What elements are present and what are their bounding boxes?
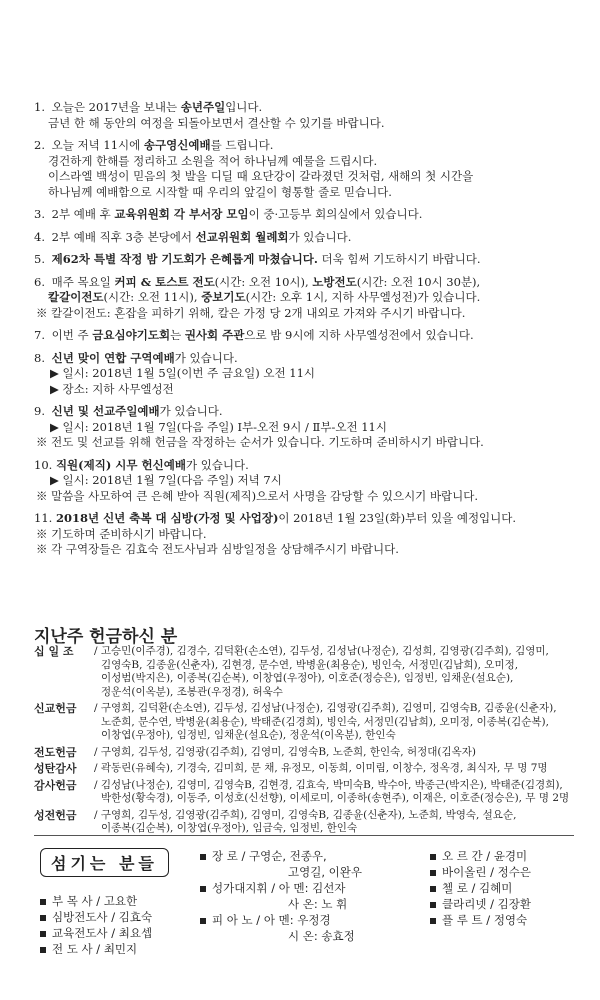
offering-line: 노준희, 문수연, 박병윤(최용순), 박태준(김경희), 빙인숙, 서정민(김남희), 오미정, 이종복(김순복), xyxy=(101,715,549,728)
offering-group xyxy=(34,645,584,699)
offering-group xyxy=(34,746,584,760)
announcement-line-first xyxy=(34,138,574,154)
announcement-line: ▶ 일시: 2018년 1월 5일(이번 주 금요일) 오전 11시 xyxy=(50,366,315,380)
server-row: 교육전도사 / 최요셉 xyxy=(40,925,152,941)
offering-line: / 구영희, 김두성, 김영광(김주희), 김영미, 김영숙B, 김종윤(신춘자), 노준희, 박영숙, 설요순, xyxy=(94,808,517,821)
announcement-line-first xyxy=(34,458,574,474)
server-row: 바이올린 / 정수은 xyxy=(430,864,531,880)
offering-names xyxy=(94,746,584,760)
square-bullet-icon xyxy=(40,915,46,921)
offering-line: / 구영희, 김두성, 김영광(김주희), 김영미, 김영숙B, 노준희, 한인숙, 허정대(김옥자) xyxy=(94,745,476,758)
square-bullet-icon xyxy=(40,947,46,953)
square-bullet-icon xyxy=(430,854,436,860)
offering-line: / 구영희, 김덕환(손소연), 김두성, 김성남(나정순), 김영광(김주희), 김영미, 김영숙B, 김종윤(신춘자), xyxy=(94,702,557,714)
announcement-text: 오늘 저녁 11시에 송구영신예배를 드립니다. xyxy=(48,138,274,152)
announcement-number: 5. xyxy=(34,252,45,266)
announcement-line: 금년 한 해 동안의 여정을 되돌아보면서 결산할 수 있기를 바랍니다. xyxy=(48,115,385,130)
servers-title: 섬기는 분들 xyxy=(40,848,169,877)
announcement-line: 칼갈이전도(시간: 오전 11시), 중보기도(시간: 오후 1시, 지하 사무엘성전)가 있습니다. xyxy=(48,290,481,304)
server-row: 클라리넷 / 김장환 xyxy=(430,896,531,912)
offering-label: 전도헌금 xyxy=(34,745,77,759)
announcement-text: 이번 주 금요심야기도회는 권사회 주관으로 밤 9시에 지하 사무엘성전에서 있습니다. xyxy=(48,328,474,342)
offering-label: 성탄감사 xyxy=(34,762,77,775)
announcement-number: 10. xyxy=(34,457,53,472)
announcement-number: 3. xyxy=(34,207,45,221)
offering-line: 정운석(이옥분), 조봉관(우정경), 허욱수 xyxy=(101,685,283,698)
announcement-text: 2018년 신년 축복 대 심방(가정 및 사업장)이 2018년 1월 23일(화)부터 있을 예정입니다. xyxy=(55,511,517,525)
server-row: 전 도 사 / 최민지 xyxy=(40,941,152,957)
announcement-item xyxy=(34,207,574,223)
offering-list xyxy=(34,645,584,839)
square-bullet-icon xyxy=(430,918,436,924)
divider xyxy=(34,835,574,836)
offering-line: 이성범(박지은), 이종복(김순복), 이창엽(우정아), 이호준(정승은), 임정빈, 임채운(설요순), xyxy=(101,672,514,684)
announcement-number: 11. xyxy=(34,511,53,525)
announcement-number: 7. xyxy=(34,328,45,342)
offering-label: 십 일 조 xyxy=(34,645,74,658)
announcement-item xyxy=(34,458,574,505)
announcement-text: 직원(제직) 시무 헌신예배가 있습니다. xyxy=(55,457,249,472)
announcement-number: 8. xyxy=(34,350,45,365)
announcement-line: ※ 칼갈이전도: 혼잡을 피하기 위해, 칼은 가정 당 2개 내외로 가져와 주시기 바랍니다. xyxy=(36,305,466,320)
server-row: 첼 로 / 김혜미 xyxy=(430,880,531,896)
announcement-line-first xyxy=(34,100,574,116)
announcement-text: 제62차 특별 작정 밤 기도회가 은혜롭게 마쳤습니다. 더욱 힘써 기도하시기 바랍니다. xyxy=(51,252,481,266)
server-row: 성가대지휘 / 아 멘: 김선자 xyxy=(200,880,362,896)
announcement-line: ▶ 일시: 2018년 1월 7일(다음 주일) 저녁 7시 xyxy=(50,473,282,487)
square-bullet-icon xyxy=(430,902,436,908)
offering-group xyxy=(34,702,584,743)
announcement-item xyxy=(34,100,574,131)
offering-names xyxy=(94,702,584,743)
server-row: 피 아 노 / 아 멘: 우정경 xyxy=(200,912,362,928)
announcement-line: 경건하게 한해를 정리하고 소원을 적어 하나님께 예물을 드립시다. xyxy=(48,153,378,168)
server-row: 고영길, 이완우 xyxy=(288,865,362,879)
offering-names xyxy=(94,809,584,836)
offering-names xyxy=(94,779,584,806)
announcement-item xyxy=(34,511,574,558)
announcement-line-first xyxy=(34,252,574,268)
server-row: 사 온: 노 휘 xyxy=(288,897,348,911)
announcement-text: 신년 및 선교주일예배가 있습니다. xyxy=(51,404,223,418)
square-bullet-icon xyxy=(200,918,206,924)
servers-col-1 xyxy=(40,893,152,957)
announcement-line-first xyxy=(34,230,574,246)
announcement-text: 매주 목요일 커피 & 토스트 전도(시간: 오전 10시), 노방전도(시간: 오전 10시 30분), xyxy=(48,274,481,289)
announcement-number: 1. xyxy=(34,100,45,114)
square-bullet-icon xyxy=(430,886,436,892)
square-bullet-icon xyxy=(430,870,436,876)
announcement-item xyxy=(34,138,574,200)
offering-line: 박한성(황숙경), 이동주, 이성호(신선향), 이세로미, 이종하(송현주), 이재은, 이호준(정승은), 무 명 2명 xyxy=(101,792,570,804)
announcement-item xyxy=(34,275,574,322)
offering-line: / 고승민(이주경), 김경수, 김덕환(손소연), 김두성, 김성남(나정순), 김성희, 김영광(김주희), 김영미, xyxy=(94,645,549,657)
announcement-line-first xyxy=(34,511,574,527)
server-row: 부 목 사 / 고요한 xyxy=(40,893,152,909)
announcement-text: 오늘은 2017년을 보내는 송년주일입니다. xyxy=(48,100,263,114)
offering-title: 지난주 헌금하신 분 xyxy=(34,627,178,647)
server-row: 심방전도사 / 김효숙 xyxy=(40,909,152,925)
server-row: 오 르 간 / 윤경미 xyxy=(430,848,531,864)
square-bullet-icon xyxy=(200,854,206,860)
square-bullet-icon xyxy=(200,886,206,892)
offering-group xyxy=(34,762,584,776)
offering-names xyxy=(94,762,584,776)
announcement-item xyxy=(34,230,574,246)
server-row: 시 온: 송효정 xyxy=(288,929,355,943)
announcement-line-first xyxy=(34,328,574,344)
offering-label: 신교헌금 xyxy=(34,702,77,715)
announcement-text: 2부 예배 직후 3층 본당에서 선교위원회 월례회가 있습니다. xyxy=(48,229,352,244)
announcement-line: ※ 전도 및 선교를 위해 헌금을 작정하는 순서가 있습니다. 기도하며 준비하시기 바랍니다. xyxy=(36,435,484,449)
offering-line: 이종복(김순복), 이창엽(우정아), 임금숙, 임정빈, 한인숙 xyxy=(101,822,358,834)
announcement-line: ※ 기도하며 준비하시기 바랍니다. xyxy=(36,526,207,541)
announcement-number: 9. xyxy=(34,404,45,418)
announcement-line: 하나님께 예배함으로 시작할 때 우리의 앞길이 형통할 줄로 믿습니다. xyxy=(48,184,392,199)
offering-line: 이창엽(우정아), 임정빈, 임채운(설요순), 정운석(이옥분), 한인숙 xyxy=(101,729,396,741)
announcement-text: 2부 예배 후 교육위원회 각 부서장 모임이 중·고등부 회의실에서 있습니다. xyxy=(48,207,423,221)
announcement-line: ▶ 일시: 2018년 1월 7일(다음 주일) Ⅰ부-오전 9시 / Ⅱ부-오전 11시 xyxy=(50,419,387,434)
offering-label: 성전헌금 xyxy=(34,808,77,822)
announcement-number: 2. xyxy=(34,138,45,152)
offering-line: 김영숙B, 김종윤(신춘자), 김현경, 문수연, 박병윤(최용순), 빙인숙, 서정민(김남희), 오미정, xyxy=(101,658,519,671)
announcement-number: 6. xyxy=(34,274,45,289)
announcement-item xyxy=(34,351,574,398)
announcement-line: 이스라엘 백성이 믿음의 첫 발을 디딜 때 요단강이 갈라졌던 것처럼, 새해의 첫 시간을 xyxy=(48,169,474,183)
offering-names xyxy=(94,645,584,699)
announcement-line: ※ 말씀을 사모하여 큰 은혜 받아 직원(제직)으로서 사명을 감당할 수 있으시기 바랍니다. xyxy=(36,488,479,503)
square-bullet-icon xyxy=(40,899,46,905)
offering-label: 감사헌금 xyxy=(34,778,77,792)
server-row: 플 루 트 / 정영숙 xyxy=(430,912,531,928)
square-bullet-icon xyxy=(40,931,46,937)
announcement-item xyxy=(34,404,574,451)
announcement-number: 4. xyxy=(34,229,45,244)
announcement-line: ▶ 장소: 지하 사무엘성전 xyxy=(50,381,174,396)
announcement-text: 신년 맞이 연합 구역예배가 있습니다. xyxy=(51,350,238,365)
announcements xyxy=(34,100,574,565)
announcement-line: ※ 각 구역장들은 김효숙 전도사님과 심방일정을 상담해주시기 바랍니다. xyxy=(36,542,399,556)
offering-group xyxy=(34,809,584,836)
announcement-line-first xyxy=(34,207,574,223)
servers-col-3 xyxy=(430,848,531,928)
server-row: 장 로 / 구영순, 전종우, xyxy=(200,848,362,864)
announcement-line-first xyxy=(34,275,574,291)
announcement-line-first xyxy=(34,404,574,420)
offering-group xyxy=(34,779,584,806)
servers-col-2 xyxy=(200,848,362,944)
announcement-line-first xyxy=(34,351,574,367)
announcement-item xyxy=(34,252,574,268)
offering-line: / 김성남(나정순), 김영미, 김영숙B, 김현경, 김효숙, 박미숙B, 박수아, 박종근(박지은), 박태준(김경희), xyxy=(94,778,563,791)
announcement-item xyxy=(34,328,574,344)
offering-line: / 곽동린(유혜숙), 기경숙, 김미희, 문 채, 유정모, 이동희, 이미림, 이창수, 정옥경, 최식자, 무 명 7명 xyxy=(94,762,548,774)
